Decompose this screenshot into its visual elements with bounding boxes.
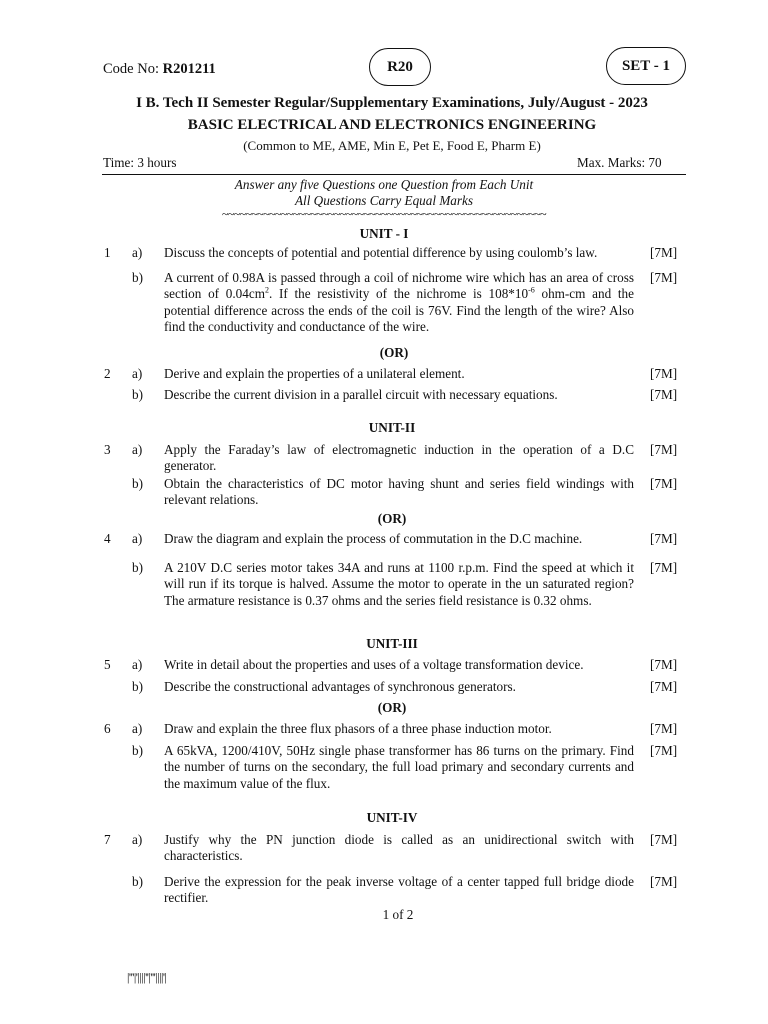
sub-label: a) <box>132 832 143 847</box>
question-text: Discuss the concepts of potential and potential difference by using coulomb’s law. <box>164 245 598 260</box>
question-text: Describe the constructional advantages of synchronous generators. <box>164 679 516 694</box>
text-part: . If the resistivity of the nichrome is 108*10 <box>268 286 529 302</box>
sub-label: b) <box>132 560 143 575</box>
or-separator: (OR) <box>377 511 407 526</box>
code-number <box>103 61 216 78</box>
sub-label: b) <box>132 387 143 402</box>
superscript: -6 <box>528 286 535 296</box>
set-badge: SET - 1 <box>606 47 686 85</box>
question-number: 4 <box>104 531 111 546</box>
question-text: Apply the Faraday’s law of electromagnetic induction in the operation of a D.C generator. <box>164 442 634 474</box>
sub-label: b) <box>132 679 143 694</box>
sub-label: b) <box>132 476 143 491</box>
question-text: Draw the diagram and explain the process of commutation in the D.C machine. <box>164 531 583 546</box>
sub-label: a) <box>132 245 143 260</box>
text-part: ohm-cm and the potential difference across the ends of the coil is 76V. Find the length of the wire? Also find the conductivity and conductance of the wire. <box>164 286 634 335</box>
question-number: 1 <box>104 245 111 260</box>
marks: [7M] <box>650 874 678 889</box>
marks: [7M] <box>650 743 678 758</box>
sub-label: a) <box>132 721 143 736</box>
exam-title: I B. Tech II Semester Regular/Supplementary Examinations, July/August - 2023 <box>136 95 648 111</box>
question-text <box>164 270 634 336</box>
marks: [7M] <box>650 657 678 672</box>
question-text: Describe the current division in a parallel circuit with necessary equations. <box>164 387 558 402</box>
sub-label: b) <box>132 874 143 889</box>
code-label: Code No: <box>103 61 163 77</box>
unit-heading: UNIT-III <box>366 636 418 651</box>
unit-heading: UNIT-II <box>368 420 416 435</box>
question-number: 5 <box>104 657 111 672</box>
superscript: 2 <box>264 286 269 296</box>
sub-label: a) <box>132 366 143 381</box>
sub-label: b) <box>132 270 143 285</box>
regulation-badge: R20 <box>369 48 431 86</box>
marks: [7M] <box>650 832 678 847</box>
unit-heading: UNIT-IV <box>366 810 418 825</box>
question-number: 6 <box>104 721 111 736</box>
marks: [7M] <box>650 366 678 381</box>
question-number: 3 <box>104 442 111 457</box>
marks: [7M] <box>650 560 678 575</box>
question-text: Draw and explain the three flux phasors of a three phase induction motor. <box>164 721 552 736</box>
or-separator: (OR) <box>377 700 407 715</box>
marks: [7M] <box>650 387 678 402</box>
question-text: Derive the expression for the peak inverse voltage of a center tapped full bridge diode rectifier. <box>164 874 634 906</box>
sub-label: a) <box>132 531 143 546</box>
barcode: |'''|'||||''|'''||||'| <box>127 970 167 984</box>
or-separator: (OR) <box>379 345 409 360</box>
code-value: R201211 <box>162 61 216 77</box>
marks: [7M] <box>650 679 678 694</box>
page-number: 1 of 2 <box>382 907 414 922</box>
time-label: Time: 3 hours <box>103 155 177 170</box>
marks: [7M] <box>650 442 678 457</box>
unit-heading: UNIT - I <box>359 226 409 241</box>
text-part: A current of 0.98A is passed through a coil of nichrome wire which has an area of cross section of 0.04cm <box>164 270 634 302</box>
marks: [7M] <box>650 721 678 736</box>
sub-label: a) <box>132 442 143 457</box>
instruction-line-2: All Questions Carry Equal Marks <box>294 193 474 208</box>
common-to: (Common to ME, AME, Min E, Pet E, Food E, Pharm E) <box>243 138 541 153</box>
question-text: A 210V D.C series motor takes 34A and runs at 1100 r.p.m. Find the speed at which it will run if its torque is halved. Assume the motor to operate in the un saturated region? The armature resistance is 0.37 ohms and the series field resistance is 0.32 ohms. <box>164 560 634 608</box>
question-text: Write in detail about the properties and uses of a voltage transformation device. <box>164 657 584 672</box>
question-text: A 65kVA, 1200/410V, 50Hz single phase transformer has 86 turns on the primary. Find the number of turns on the secondary, the full load primary and secondary currents and the maximum value of the flux. <box>164 743 634 791</box>
sub-label: a) <box>132 657 143 672</box>
question-text: Justify why the PN junction diode is called as an unidirectional switch with characteristics. <box>164 832 634 864</box>
marks: [7M] <box>650 245 678 260</box>
question-number: 7 <box>104 832 111 847</box>
header-rule <box>102 174 686 175</box>
question-text: Derive and explain the properties of a unilateral element. <box>164 366 465 381</box>
instruction-line-1: Answer any five Questions one Question from Each Unit <box>234 177 534 192</box>
subject-title: BASIC ELECTRICAL AND ELECTRONICS ENGINEERING <box>187 117 597 133</box>
question-number: 2 <box>104 366 111 381</box>
marks: [7M] <box>650 531 678 546</box>
marks: [7M] <box>650 270 678 285</box>
max-marks: Max. Marks: 70 <box>577 155 662 170</box>
sub-label: b) <box>132 743 143 758</box>
question-text: Obtain the characteristics of DC motor having shunt and series field windings with relevant relations. <box>164 476 634 508</box>
tilde-separator: ~~~~~~~~~~~~~~~~~~~~~~~~~~~~~~~~~~~~~~~~~~~~~~~~~~~~~~~ <box>221 207 547 221</box>
marks: [7M] <box>650 476 678 491</box>
